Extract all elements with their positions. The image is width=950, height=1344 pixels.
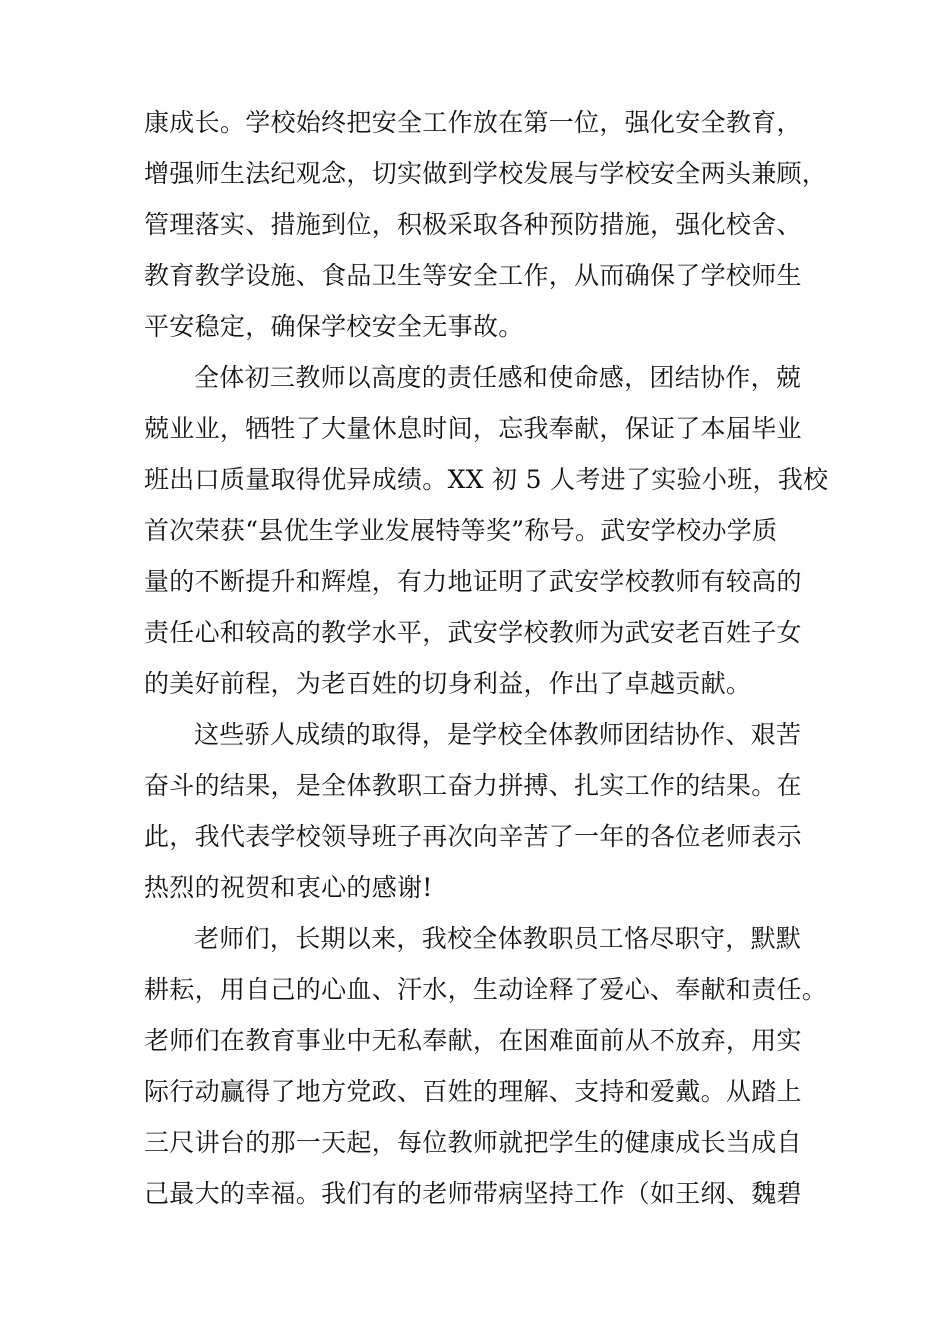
paragraph-4 <box>144 913 834 1219</box>
text-line: 己最大的幸福。我们有的老师带病坚持工作（如王纲、魏碧 <box>144 1179 802 1208</box>
text-line: 兢业业，牺牲了大量休息时间，忘我奉献，保证了本届毕业 <box>144 414 802 443</box>
text-line: 量的不断提升和辉煌，有力地证明了武安学校教师有较高的 <box>144 567 802 596</box>
text-line: 的美好前程，为老百姓的切身利益，作出了卓越贡献。 <box>144 669 752 698</box>
text-line: 际行动赢得了地方党政、百姓的理解、支持和爱戴。从踏上 <box>144 1077 802 1106</box>
text-line: 责任心和较高的教学水平，武安学校教师为武安老百姓子女 <box>144 618 802 647</box>
text-line: 热烈的祝贺和衷心的感谢! <box>144 873 433 902</box>
text-line: 全体初三教师以高度的责任感和使命感，团结协作，兢 <box>194 363 802 392</box>
text-line: 康成长。学校始终把安全工作放在第一位，强化安全教育， <box>144 108 802 137</box>
paragraph-1 <box>144 97 834 352</box>
paragraph-2 <box>144 352 834 709</box>
text-line: 教育教学设施、食品卫生等安全工作，从而确保了学校师生 <box>144 261 802 290</box>
text-line: 三尺讲台的那一天起，每位教师就把学生的健康成长当成自 <box>144 1128 802 1157</box>
paragraph-3 <box>144 709 834 913</box>
text-line: 此，我代表学校领导班子再次向辛苦了一年的各位老师表示 <box>144 822 802 851</box>
text-line: 班出口质量取得优异成绩。XX 初 5 人考进了实验小班，我校 <box>144 465 829 494</box>
text-line: 耕耘，用自己的心血、汗水，生动诠释了爱心、奉献和责任。 <box>144 975 828 1004</box>
text-line: 老师们，长期以来，我校全体教职员工恪尽职守，默默 <box>194 924 802 953</box>
text-line: 奋斗的结果，是全体教职工奋力拼搏、扎实工作的结果。在 <box>144 771 802 800</box>
text-line: 老师们在教育事业中无私奉献，在困难面前从不放弃，用实 <box>144 1026 802 1055</box>
document-body <box>144 97 834 1219</box>
text-line: 这些骄人成绩的取得，是学校全体教师团结协作、艰苦 <box>194 720 802 749</box>
text-line: 增强师生法纪观念，切实做到学校发展与学校安全两头兼顾， <box>144 159 828 188</box>
text-line: 平安稳定，确保学校安全无事故。 <box>144 312 524 341</box>
text-line: 首次荣获“县优生学业发展特等奖”称号。武安学校办学质 <box>144 516 778 545</box>
text-line: 管理落实、措施到位，积极采取各种预防措施，强化校舍、 <box>144 210 802 239</box>
